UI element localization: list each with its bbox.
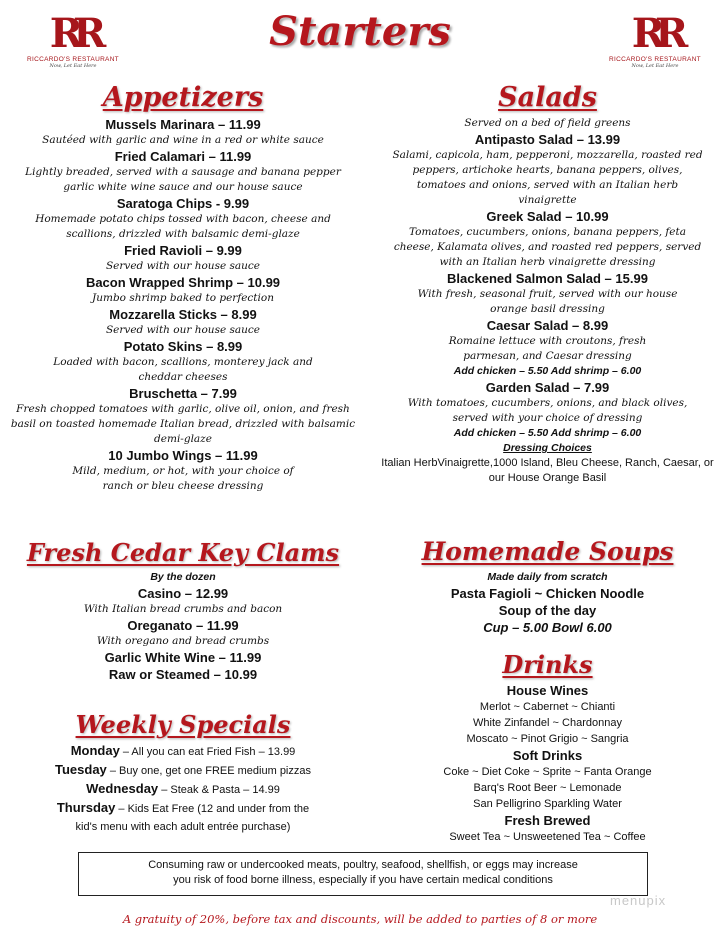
- menu-item-name: Caesar Salad – 8.99: [486, 318, 609, 333]
- special-monday: [8, 742, 358, 761]
- special-text: – Buy one, get one FREE medium pizzas: [106, 765, 311, 777]
- special-day: Tuesday: [55, 762, 107, 777]
- specials-title: Weekly Specials: [75, 710, 291, 739]
- brewed-title: Fresh Brewed: [504, 813, 591, 828]
- menu-item-name: Mozzarella Sticks – 8.99: [109, 307, 257, 322]
- salads-section: [381, 80, 714, 486]
- notice-line: Consuming raw or undercooked meats, poultry, seafood, shellfish, or eggs may increase: [148, 859, 578, 871]
- menu-item-desc: Homemade potato chips tossed with bacon, cheese and scallions, drizzled with balsamic demi-glaze: [35, 213, 331, 240]
- menu-item-name: Oreganato – 11.99: [127, 618, 239, 633]
- special-tuesday: [8, 761, 358, 780]
- drinks-title: Drinks: [502, 650, 593, 679]
- soup-line: Pasta Fagioli ~ Chicken Noodle: [450, 586, 645, 601]
- logo-name: RICCARDO'S RESTAURANT: [609, 56, 701, 63]
- soup-line: Soup of the day: [498, 603, 597, 618]
- special-day: Wednesday: [86, 781, 159, 796]
- logo-mark: RR: [631, 10, 679, 57]
- wine-line: White Zinfandel ~ Chardonnay: [473, 717, 622, 729]
- clams-subtitle: By the dozen: [150, 571, 216, 583]
- gratuity-note: A gratuity of 20%, before tax and discounts, will be added to parties of 8 or more: [122, 912, 598, 926]
- special-thursday: [8, 799, 358, 818]
- menu-item-name: Casino – 12.99: [137, 586, 229, 601]
- soups-title: Homemade Soups: [421, 537, 674, 566]
- logo-tagline: Now, Let Eat Here: [631, 63, 679, 69]
- appetizers-section: [8, 80, 358, 494]
- special-thursday-cont: kid's menu with each adult entrée purchase): [75, 821, 291, 833]
- salad-addon: Add chicken – 5.50 Add shrimp – 6.00: [453, 365, 642, 377]
- specials-section: [8, 708, 358, 836]
- soft-drink-line: Coke ~ Diet Coke ~ Sprite ~ Fanta Orange: [443, 766, 652, 778]
- page-title: Starters: [269, 8, 451, 55]
- logo-tagline: Now, Let Eat Here: [49, 63, 97, 69]
- logo-name: RICCARDO'S RESTAURANT: [27, 56, 119, 63]
- menu-item-name: Blackened Salmon Salad – 15.99: [447, 271, 648, 286]
- menu-item-name: Fried Ravioli – 9.99: [124, 243, 242, 258]
- watermark: menupix: [610, 893, 667, 908]
- brewed-line: Sweet Tea ~ Unsweetened Tea ~ Coffee: [449, 831, 646, 843]
- soups-section: [390, 534, 705, 637]
- menu-item-desc: Sautéed with garlic and wine in a red or white sauce: [42, 134, 324, 146]
- food-safety-notice: [78, 852, 648, 896]
- menu-item-name: Bacon Wrapped Shrimp – 10.99: [85, 275, 281, 290]
- wine-line: Moscato ~ Pinot Grigio ~ Sangria: [466, 733, 629, 745]
- drinks-section: [390, 648, 705, 845]
- dressing-title: Dressing Choices: [503, 442, 592, 454]
- menu-item-desc: With fresh, seasonal fruit, served with our house orange basil dressing: [417, 288, 678, 315]
- salad-addon: Add chicken – 5.50 Add shrimp – 6.00: [453, 427, 642, 439]
- appetizers-title: Appetizers: [102, 82, 264, 113]
- menu-item-desc: Fresh chopped tomatoes with garlic, olive oil, onion, and fresh basil on toasted homemade Italian bread, drizzled with balsamic demi-glaze: [10, 403, 356, 445]
- logo-mark: RR: [49, 10, 97, 57]
- soft-drinks-title: Soft Drinks: [512, 748, 583, 763]
- special-text: – Steak & Pasta – 14.99: [158, 784, 280, 796]
- menu-item-desc: Tomatoes, cucumbers, onions, banana peppers, feta cheese, Kalamata olives, and roasted red peppers, served with an Italian herb vinaigrette dressing: [393, 226, 702, 268]
- menu-item-name: Antipasto Salad – 13.99: [474, 132, 621, 147]
- menu-item-name: Mussels Marinara – 11.99: [105, 117, 261, 132]
- menu-item-name: Garden Salad – 7.99: [485, 380, 610, 395]
- menu-item-name: Saratoga Chips - 9.99: [116, 196, 250, 211]
- soft-drink-line: Barq's Root Beer ~ Lemonade: [473, 782, 622, 794]
- menu-item-name: Raw or Steamed – 10.99: [108, 667, 258, 682]
- special-day: Thursday: [56, 800, 116, 815]
- menu-item-name: Greek Salad – 10.99: [486, 209, 609, 224]
- salads-title: Salads: [498, 82, 597, 113]
- menu-item-name: 10 Jumbo Wings – 11.99: [108, 448, 258, 463]
- menu-item-desc: With Italian bread crumbs and bacon: [83, 603, 283, 615]
- menu-item-name: Bruschetta – 7.99: [129, 386, 237, 401]
- wines-title: House Wines: [506, 683, 589, 698]
- menu-item-name: Potato Skins – 8.99: [123, 339, 243, 354]
- dressing-list: Italian HerbVinaigrette,1000 Island, Bleu Cheese, Ranch, Caesar, or our House Orange Basil: [381, 457, 714, 484]
- menu-item-desc: Served with our house sauce: [105, 324, 261, 336]
- menu-item-desc: Loaded with bacon, scallions, monterey jack and cheddar cheeses: [53, 356, 313, 383]
- menu-item-desc: Jumbo shrimp baked to perfection: [92, 292, 274, 304]
- clams-section: [8, 536, 358, 683]
- wine-line: Merlot ~ Cabernet ~ Chianti: [479, 701, 616, 713]
- menu-item-desc: Romaine lettuce with croutons, fresh parmesan, and Caesar dressing: [448, 335, 647, 362]
- menu-item-name: Fried Calamari – 11.99: [114, 149, 252, 164]
- menu-item-desc: Served with our house sauce: [105, 260, 261, 272]
- menu-item-desc: Lightly breaded, served with a sausage and banana pepper garlic white wine sauce and our house sauce: [25, 166, 341, 193]
- menu-item-desc: With oregano and bread crumbs: [96, 635, 270, 647]
- special-wednesday: [8, 780, 358, 799]
- special-text: – Kids Eat Free (12 and under from the: [115, 803, 310, 815]
- soft-drink-line: San Pelligrino Sparkling Water: [473, 798, 622, 810]
- menu-item-name: Garlic White Wine – 11.99: [104, 650, 262, 665]
- special-text: – All you can eat Fried Fish – 13.99: [119, 746, 296, 758]
- special-day: Monday: [70, 743, 120, 758]
- soups-subtitle: Made daily from scratch: [487, 571, 608, 583]
- clams-title: Fresh Cedar Key Clams: [26, 538, 340, 567]
- menu-item-desc: Mild, medium, or hot, with your choice of ranch or bleu cheese dressing: [72, 465, 294, 492]
- notice-line: you risk of food borne illness, especially if you have certain medical conditions: [173, 874, 553, 886]
- menu-item-desc: Salami, capicola, ham, pepperoni, mozzarella, roasted red peppers, artichoke hearts, banana peppers, olives, tomatoes and onions, served with an Italian herb vinaigrette: [392, 149, 703, 206]
- soup-prices: Cup – 5.00 Bowl 6.00: [483, 620, 612, 635]
- salads-intro: Served on a bed of field greens: [464, 117, 631, 129]
- menu-item-desc: With tomatoes, cucumbers, onions, and black olives, served with your choice of dressing: [407, 397, 688, 424]
